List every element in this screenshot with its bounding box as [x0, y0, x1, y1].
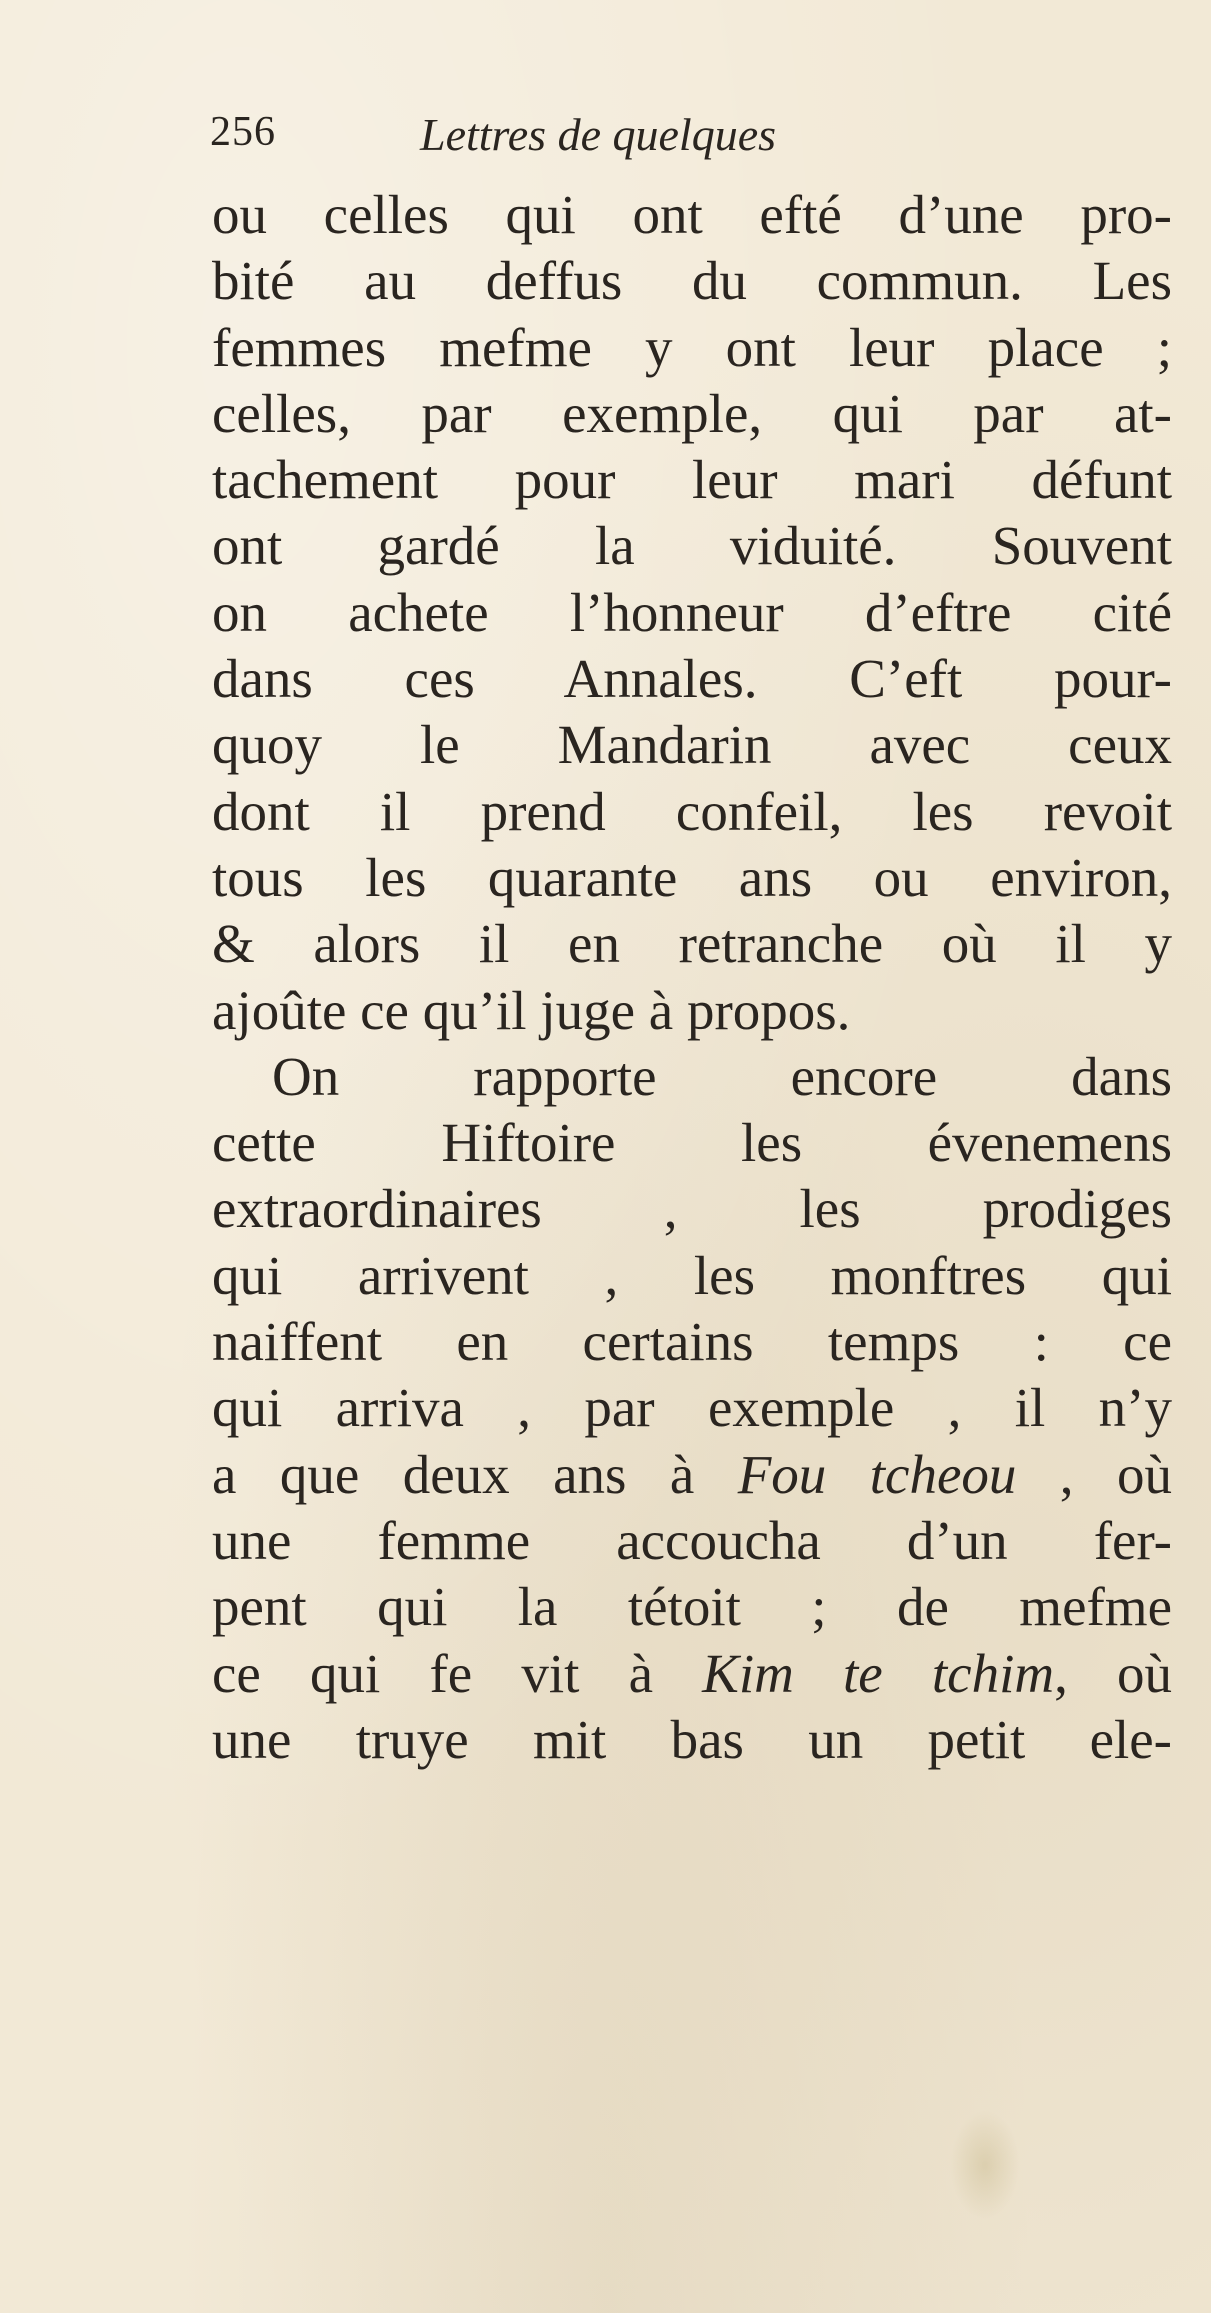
text-line: une truye mit bas un petit ele-: [212, 1708, 1172, 1770]
place-name: Kim te tchim: [702, 1642, 1055, 1704]
text-line: pent qui la tétoit ; de mefme: [212, 1576, 1172, 1638]
text-line: une femme accoucha d’un fer-: [212, 1509, 1172, 1571]
text-line: tous les quarante ans ou environ,: [212, 846, 1172, 908]
line-text: ce qui fe vit à: [212, 1642, 703, 1704]
paragraph-end-line: ajoûte ce qu’il juge à propos.: [212, 979, 851, 1041]
paper-stain: [950, 2110, 1020, 2220]
line-text: , où: [1016, 1443, 1173, 1505]
text-line: dont il prend confeil, les revoit: [212, 780, 1172, 842]
text-line: [212, 1641, 1172, 1707]
text-line: quoy le Mandarin avec ceux: [212, 714, 1172, 776]
line-text: , où: [1054, 1642, 1172, 1704]
running-head: Lettres de quelques: [420, 109, 777, 160]
text-line: [212, 1442, 1172, 1508]
text-line: ont gardé la viduité. Souvent: [212, 515, 1172, 577]
text-line: cette Hiftoire les évenemens: [212, 1112, 1172, 1174]
text-line: qui arriva , par exemple , il n’y: [212, 1377, 1172, 1439]
text-line: dans ces Annales. C’eft pour-: [212, 648, 1172, 710]
text-line: bité au deffus du commun. Les: [212, 250, 1172, 312]
text-line: ou celles qui ont efté d’une pro-: [212, 184, 1172, 245]
text-line: extraordinaires , les prodiges: [212, 1178, 1172, 1240]
paragraph-start-line: On rapporte encore dans: [272, 1045, 1172, 1107]
body-text: [212, 182, 1172, 1773]
text-line: celles, par exemple, qui par at-: [212, 382, 1172, 444]
place-name: Fou tcheou: [737, 1443, 1017, 1505]
text-line: qui arrivent , les monftres qui: [212, 1244, 1172, 1306]
page-number: 256: [210, 109, 276, 155]
text-line: & alors il en retranche où il y: [212, 913, 1172, 975]
text-line: femmes mefme y ont leur place ;: [212, 316, 1172, 378]
text-line: tachement pour leur mari défunt: [212, 449, 1172, 511]
page-header: [210, 108, 1110, 178]
line-text: a que deux ans à: [212, 1443, 738, 1505]
text-line: on achete l’honneur d’eftre cité: [212, 581, 1172, 643]
text-line: naiffent en certains temps : ce: [212, 1311, 1172, 1373]
